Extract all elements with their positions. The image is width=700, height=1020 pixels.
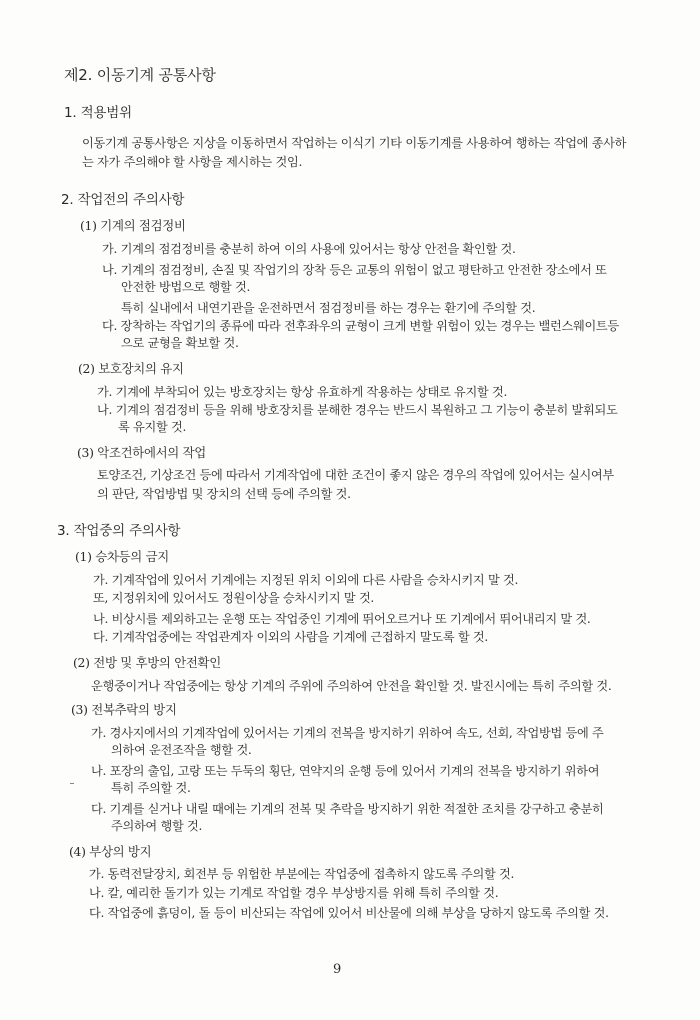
- item-3-3-na-line-1: 나. 포장의 출입, 고랑 또는 두둑의 횡단, 연약지의 운행 등에 있어서 기계의 전복을 방지하기 위하여: [91, 764, 600, 778]
- item-2-1-da-line-2: 으로 균형을 확보할 것.: [121, 336, 239, 350]
- item-2-1-na-line-2: 안전한 방법으로 행할 것.: [121, 280, 251, 294]
- item-3-1-na: 나. 비상시를 제외하고는 운행 또는 작업중인 기계에 뛰어오르거나 또 기계에서 뛰어내리지 말 것.: [93, 612, 591, 626]
- item-3-3-da-line-2: 주의하여 행할 것.: [111, 819, 203, 833]
- item-3-4-ga: 가. 동력전달장치, 회전부 등 위험한 부분에는 작업중에 접촉하지 않도록 주의할 것.: [89, 867, 515, 881]
- subsection-2-2-title: (2) 보호장치의 유지: [78, 361, 184, 376]
- paragraph-2-3-line-2: 의 판단, 작업방법 및 장치의 선택 등에 주의할 것.: [97, 487, 351, 501]
- item-3-1-da: 다. 기계작업중에는 작업관계자 이외의 사람을 기계에 근접하지 말도록 할 것.: [93, 630, 488, 644]
- subsection-2-1-title: (1) 기계의 점검정비: [80, 218, 186, 233]
- item-3-4-da: 다. 작업중에 흙덩이, 돌 등이 비산되는 작업에 있어서 비산물에 의해 부상을 당하지 않도록 주의할 것.: [89, 906, 609, 920]
- section-1-paragraph-line-1: 이동기계 공통사항은 지상을 이동하면서 작업하는 이식기 기타 이동기계를 사용하여 행하는 작업에 종사하: [82, 136, 627, 150]
- item-3-3-na-line-2: 특히 주의할 것.: [111, 781, 191, 795]
- item-2-1-na-line-3: 특히 실내에서 내연기관을 운전하면서 점검정비를 하는 경우는 환기에 주의할 것.: [121, 301, 536, 315]
- subsection-2-3-title: (3) 악조건하에서의 작업: [77, 445, 206, 460]
- item-2-2-na-line-2: 록 유지할 것.: [118, 420, 187, 434]
- subsection-3-4-title: (4) 부상의 방지: [69, 844, 152, 859]
- item-3-1-ga-continued: 또, 지정위치에 있어서도 정원이상을 승차시키지 말 것.: [93, 591, 375, 605]
- item-2-1-da-line-1: 다. 장착하는 작업기의 종류에 따라 전후좌우의 균형이 크게 변할 위험이 있는 경우는 밸런스웨이트등: [102, 319, 619, 333]
- scan-speck: [70, 783, 74, 784]
- item-2-2-ga: 가. 기계에 부착되어 있는 방호장치는 항상 유효하게 작용하는 상태로 유지할 것.: [97, 385, 508, 399]
- item-3-3-da-line-1: 다. 기계를 싣거나 내릴 때에는 기계의 전복 및 추락을 방지하기 위한 적절한 조치를 강구하고 충분히: [91, 802, 604, 816]
- section-1-paragraph-line-2: 는 자가 주의해야 할 사항을 제시하는 것임.: [82, 155, 303, 169]
- page-number: 9: [333, 962, 341, 977]
- subsection-3-2-title: (2) 전방 및 후방의 안전확인: [73, 655, 221, 670]
- subsection-3-3-title: (3) 전복추락의 방지: [71, 702, 177, 717]
- item-3-4-na: 나. 칼, 예리한 돌기가 있는 기계로 작업할 경우 부상방지를 위해 특히 주의할 것.: [89, 886, 499, 900]
- chapter-title: 제2. 이동기계 공통사항: [64, 66, 216, 84]
- item-3-3-ga-line-2: 의하여 운전조작을 행할 것.: [111, 743, 252, 757]
- section-3-title: 3. 작업중의 주의사항: [57, 523, 181, 539]
- item-3-1-ga: 가. 기계작업에 있어서 기계에는 지정된 위치 이외에 다른 사람을 승차시키지 말 것.: [93, 573, 519, 587]
- paragraph-2-3-line-1: 토양조건, 기상조건 등에 따라서 기계작업에 대한 조건이 좋지 않은 경우의 작업에 있어서는 실시여부: [97, 468, 614, 482]
- section-2-title: 2. 작업전의 주의사항: [61, 192, 185, 208]
- section-1-title: 1. 적용범위: [64, 105, 132, 121]
- paragraph-3-2-line-1: 운행중이거나 작업중에는 항상 기계의 주위에 주의하여 안전을 확인할 것. 발진시에는 특히 주의할 것.: [91, 679, 612, 693]
- item-2-1-na-line-1: 나. 기계의 점검정비, 손질 및 작업기의 장착 등은 교통의 위험이 없고 평탄하고 안전한 장소에서 또: [102, 263, 607, 277]
- item-3-3-ga-line-1: 가. 경사지에서의 기계작업에 있어서는 기계의 전복을 방지하기 위하여 속도, 선회, 작업방법 등에 주: [91, 726, 604, 740]
- item-2-2-na-line-1: 나. 기계의 점검정비 등을 위해 방호장치를 분해한 경우는 반드시 복원하고 그 기능이 충분히 발휘되도: [97, 403, 618, 417]
- subsection-3-1-title: (1) 승차등의 금지: [75, 549, 169, 564]
- item-2-1-ga: 가. 기계의 점검정비를 충분히 하여 이의 사용에 있어서는 항상 안전을 확인할 것.: [102, 242, 516, 256]
